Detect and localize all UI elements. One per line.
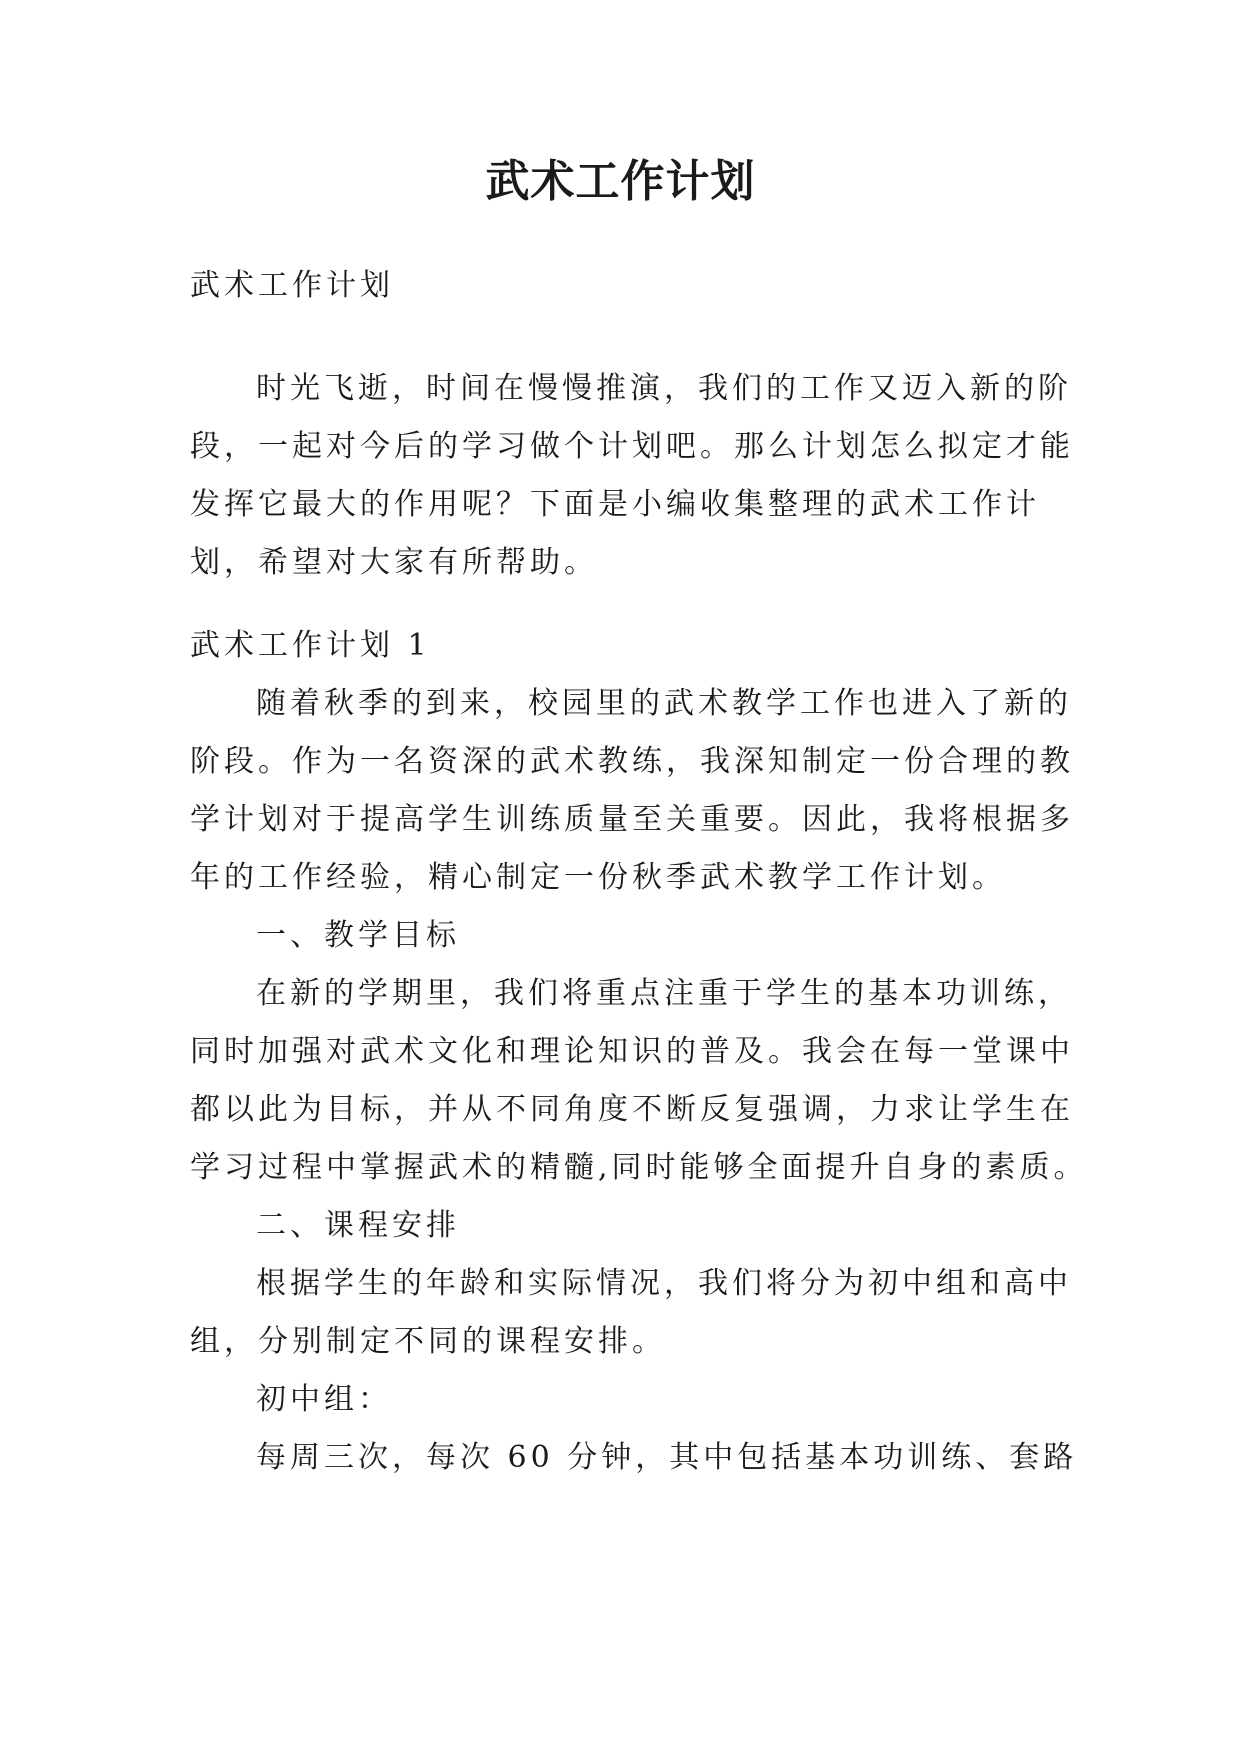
paragraph-line: 组，分别制定不同的课程安排。 bbox=[190, 1324, 666, 1359]
section-1 bbox=[190, 617, 1088, 1487]
paragraph-line: 都以此为目标，并从不同角度不断反复强调，力求让学生在 bbox=[190, 1092, 1074, 1127]
paragraph-line: 学计划对于提高学生训练质量至关重要。因此，我将根据多 bbox=[190, 802, 1074, 837]
subtitle-line: 武术工作计划 bbox=[190, 268, 394, 303]
paragraph-line: 学习过程中掌握武术的精髓,同时能够全面提升自身的素质。 bbox=[190, 1150, 1088, 1185]
intro-line: 段，一起对今后的学习做个计划吧。那么计划怎么拟定才能 bbox=[190, 429, 1074, 464]
intro-line: 发挥它最大的作用呢？下面是小编收集整理的武术工作计 bbox=[190, 487, 1040, 522]
document-title: 武术工作计划 bbox=[485, 156, 756, 207]
section-heading: 武术工作计划 1 bbox=[190, 628, 431, 663]
subheading-course-arrangement: 二、课程安排 bbox=[256, 1208, 460, 1243]
paragraph-line: 阶段。作为一名资深的武术教练，我深知制定一份合理的教 bbox=[190, 744, 1074, 779]
paragraph-line: 在新的学期里，我们将重点注重于学生的基本功训练， bbox=[256, 976, 1072, 1011]
paragraph-line: 年的工作经验，精心制定一份秋季武术教学工作计划。 bbox=[190, 860, 1006, 895]
paragraph-line: 每周三次，每次 60 分钟，其中包括基本功训练、套路 bbox=[256, 1440, 1078, 1475]
paragraph-line: 随着秋季的到来，校园里的武术教学工作也进入了新的 bbox=[256, 686, 1072, 721]
paragraph-line: 根据学生的年龄和实际情况，我们将分为初中组和高中 bbox=[256, 1266, 1072, 1301]
subheading-junior-group: 初中组： bbox=[256, 1382, 392, 1417]
paragraph-line: 同时加强对武术文化和理论知识的普及。我会在每一堂课中 bbox=[190, 1034, 1074, 1069]
document-subtitle bbox=[190, 257, 1050, 315]
intro-line: 划，希望对大家有所帮助。 bbox=[190, 545, 598, 580]
intro-paragraph bbox=[190, 360, 1074, 592]
subheading-teaching-goals: 一、教学目标 bbox=[256, 918, 460, 953]
intro-line: 时光飞逝，时间在慢慢推演，我们的工作又迈入新的阶 bbox=[256, 371, 1072, 406]
